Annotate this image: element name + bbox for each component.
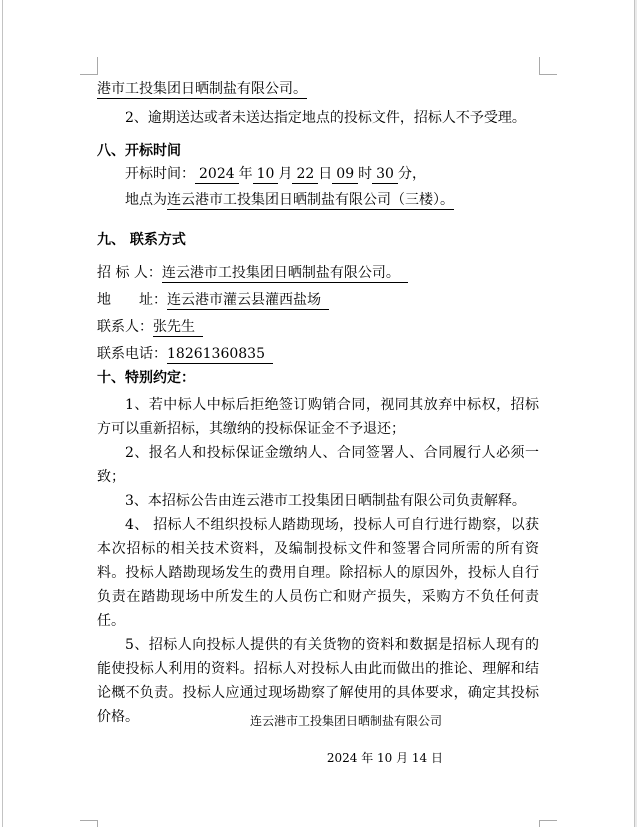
contact-row-tenderer <box>97 260 539 287</box>
minute-unit: 分， <box>397 166 426 182</box>
tenderer-value: 连云港市工投集团日晒制盐有限公司。 <box>162 265 408 283</box>
contact-row-address <box>97 287 539 314</box>
contact-row-phone <box>97 341 539 368</box>
margin-crop-mark-bottom-right <box>539 820 557 827</box>
special-term-4: 4、 招标人不组织投标人踏勘现场，投标人可自行进行勘察，以获本次招标的相关技术资料，及编制投标文件和签署合同所需的所有资料。投标人踏勘现场发生的费用自理。除招标人的原因外，投标人自行负责在踏勘现场中所发生的人员伤亡和财产损失，采购方不负任何责任。 <box>97 517 539 629</box>
open-bid-hour: 09 <box>332 166 358 184</box>
hour-unit: 时 <box>358 166 373 182</box>
margin-crop-mark-top-left <box>80 57 98 75</box>
phone-value: 18261360835 <box>167 346 273 364</box>
contact-row-person <box>97 314 539 341</box>
contact-list <box>97 260 539 368</box>
continuation-text: 港市工投集团日晒制盐有限公司。 <box>97 81 307 97</box>
special-term-1: 1、若中标人中标后拒绝签订购销合同，视同其放弃中标权，招标方可以重新招标，其缴纳的投标保证金不予退还； <box>97 397 539 437</box>
open-bid-year: 2024 <box>195 166 239 184</box>
margin-crop-mark-bottom-left <box>80 820 98 827</box>
page-left-edge <box>2 0 3 827</box>
special-term-3: 3、本招标公告由连云港市工投集团日晒制盐有限公司负责解释。 <box>125 493 526 509</box>
open-bid-location-line <box>97 190 539 210</box>
special-term-2: 2、报名人和投标保证金缴纳人、合同签署人、合同履行人必须一致； <box>97 445 539 485</box>
location-prefix: 地点为 <box>125 192 167 208</box>
section-heading-contact: 九、 联系方式 <box>97 232 186 248</box>
address-value: 连云港市灌云县灌西盐场 <box>167 292 329 310</box>
open-bid-time-line <box>97 164 539 184</box>
continuation-line <box>97 79 539 99</box>
contact-person-value: 张先生 <box>153 319 203 337</box>
open-bid-minute: 30 <box>372 166 398 184</box>
signature-date: 2024 年 10 月 14 日 <box>326 751 443 765</box>
year-unit: 年 <box>238 166 253 182</box>
address-label: 地 址： <box>97 292 167 308</box>
signature-company: 连云港市工投集团日晒制盐有限公司 <box>249 714 442 728</box>
phone-label: 联系电话： <box>97 346 167 362</box>
section-heading-special-terms: 十、特别约定： <box>97 370 195 386</box>
open-bid-day: 22 <box>292 166 318 184</box>
margin-crop-mark-top-right <box>539 57 557 75</box>
section-heading-open-bid-time: 八、开标时间 <box>97 143 181 159</box>
day-unit: 日 <box>318 166 333 182</box>
tenderer-label: 招 标 人： <box>97 265 162 281</box>
special-term-5: 5、招标人向投标人提供的有关货物的资料和数据是招标人现有的能使投标人利用的资料。招标人对投标人由此而做出的推论、理解和结论概不负责。投标人应通过现场勘察了解使用的具体要求，确定其投标价格。 <box>97 637 539 725</box>
contact-person-label: 联系人： <box>97 319 153 335</box>
month-unit: 月 <box>278 166 293 182</box>
open-bid-location: 连云港市工投集团日晒制盐有限公司（三楼）。 <box>167 192 454 208</box>
open-bid-time-label: 开标时间： <box>125 166 195 182</box>
overdue-paragraph: 2、逾期送达或者未送达指定地点的投标文件，招标人不予受理。 <box>125 110 526 126</box>
open-bid-month: 10 <box>253 166 279 184</box>
document-body <box>97 79 539 729</box>
